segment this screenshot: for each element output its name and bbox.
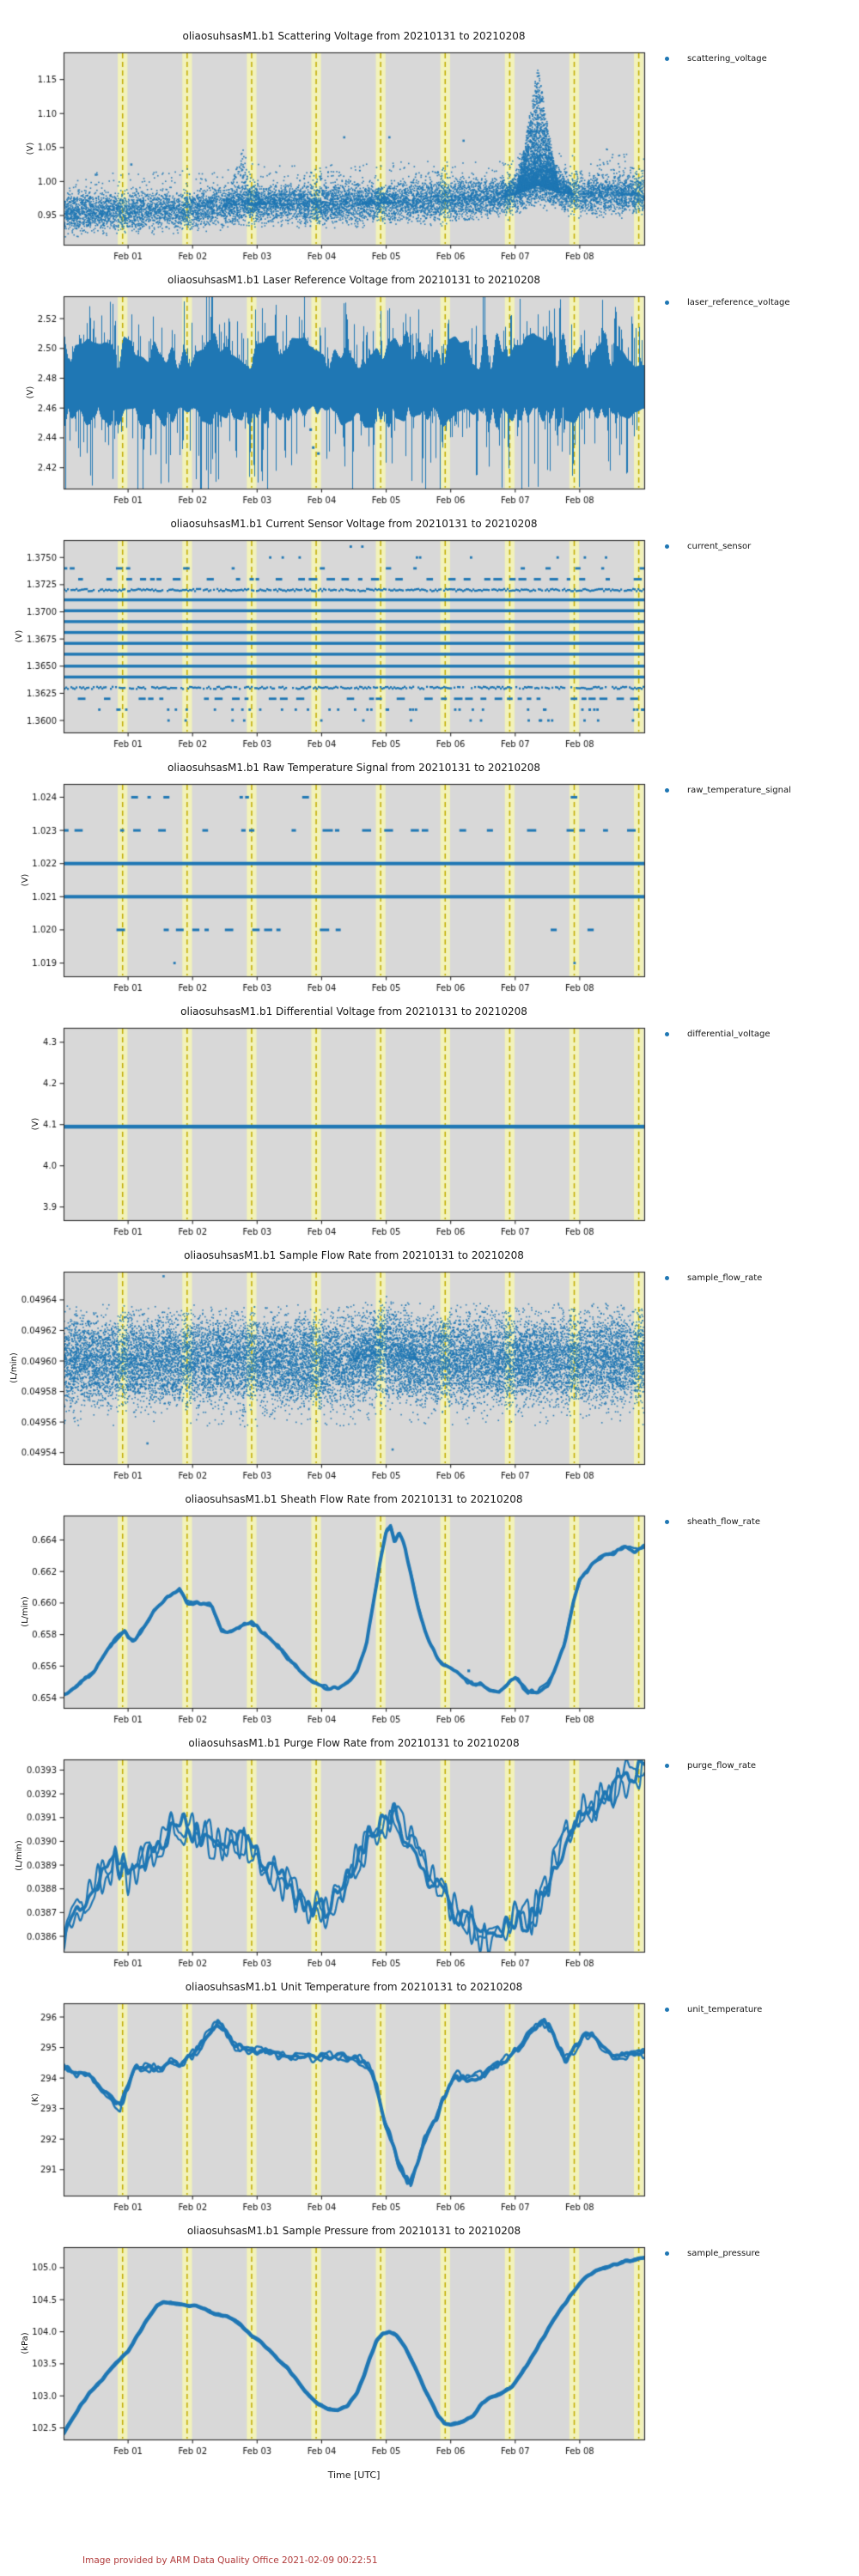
legend-marker-icon — [665, 2008, 669, 2012]
legend-label: laser_reference_voltage — [687, 298, 790, 307]
legend-label: sample_flow_rate — [687, 1273, 763, 1283]
legend-marker-icon — [665, 1276, 669, 1280]
legend-label: sheath_flow_rate — [687, 1517, 760, 1527]
plot-8-title: oliaosuhsasM1.b1 Unit Temperature from 20210131 to 20210208 — [185, 1981, 523, 1993]
legend-label: unit_temperature — [687, 2005, 763, 2014]
plot-3-title: oliaosuhsasM1.b1 Raw Temperature Signal from 20210131 to 20210208 — [167, 762, 541, 774]
plot-6-title: oliaosuhsasM1.b1 Sheath Flow Rate from 20210131 to 20210208 — [185, 1493, 523, 1505]
plot-4-y-axis-label: (V) — [30, 1117, 40, 1131]
plot-5-title: oliaosuhsasM1.b1 Sample Flow Rate from 20210131 to 20210208 — [184, 1249, 524, 1261]
plot-2-legend — [665, 542, 751, 551]
legend-label: raw_temperature_signal — [687, 786, 791, 795]
plot-7-title: oliaosuhsasM1.b1 Purge Flow Rate from 20210131 to 20210208 — [188, 1737, 520, 1749]
plot-5-y-axis-label: (L/min) — [9, 1352, 20, 1383]
plot-2-title: oliaosuhsasM1.b1 Current Sensor Voltage from 20210131 to 20210208 — [170, 518, 538, 530]
x-axis-label: Time [UTC] — [327, 2470, 381, 2481]
legend-marker-icon — [665, 1032, 669, 1036]
legend-label: current_sensor — [687, 542, 752, 551]
legend-marker-icon — [665, 544, 669, 549]
legend-label: differential_voltage — [687, 1030, 771, 1039]
plot-7-y-axis-label: (L/min) — [15, 1840, 25, 1871]
plot-0-y-axis-label: (V) — [25, 142, 35, 155]
plot-1-legend — [665, 298, 790, 307]
legend-marker-icon — [665, 57, 669, 61]
footer-credit: Image provided by ARM Data Quality Office 2021-02-09 00:22:51 — [82, 2555, 378, 2566]
plot-9-title: oliaosuhsasM1.b1 Sample Pressure from 20210131 to 20210208 — [186, 2225, 521, 2237]
plot-3-y-axis-label: (V) — [20, 873, 30, 887]
plot-5-legend — [665, 1273, 762, 1283]
legend-marker-icon — [665, 301, 669, 305]
legend-label: purge_flow_rate — [687, 1761, 757, 1771]
plot-4-legend — [665, 1030, 771, 1039]
legend-label: sample_pressure — [687, 2249, 760, 2258]
plot-6-y-axis-label: (L/min) — [20, 1596, 30, 1627]
legend-label: scattering_voltage — [687, 54, 767, 64]
legend-marker-icon — [665, 2251, 669, 2256]
plot-1-y-axis-label: (V) — [25, 386, 35, 399]
plot-9-legend — [665, 2249, 760, 2258]
plot-8-legend — [665, 2005, 762, 2014]
plot-9-y-axis-label: (kPa) — [20, 2332, 30, 2354]
plot-0-title: oliaosuhsasM1.b1 Scattering Voltage from 20210131 to 20210208 — [182, 30, 526, 42]
plot-2-y-axis-label: (V) — [15, 629, 25, 643]
plot-8-y-axis-label: (K) — [30, 2093, 40, 2106]
legend-marker-icon — [665, 1764, 669, 1768]
plot-6-legend — [665, 1517, 760, 1527]
plot-0-legend — [665, 54, 767, 64]
plot-7-legend — [665, 1761, 756, 1771]
legend-marker-icon — [665, 1520, 669, 1524]
legend-marker-icon — [665, 788, 669, 793]
plot-4-title: oliaosuhsasM1.b1 Differential Voltage from 20210131 to 20210208 — [180, 1005, 527, 1018]
plot-1-title: oliaosuhsasM1.b1 Laser Reference Voltage from 20210131 to 20210208 — [168, 274, 540, 286]
plot-3-legend — [665, 786, 791, 795]
